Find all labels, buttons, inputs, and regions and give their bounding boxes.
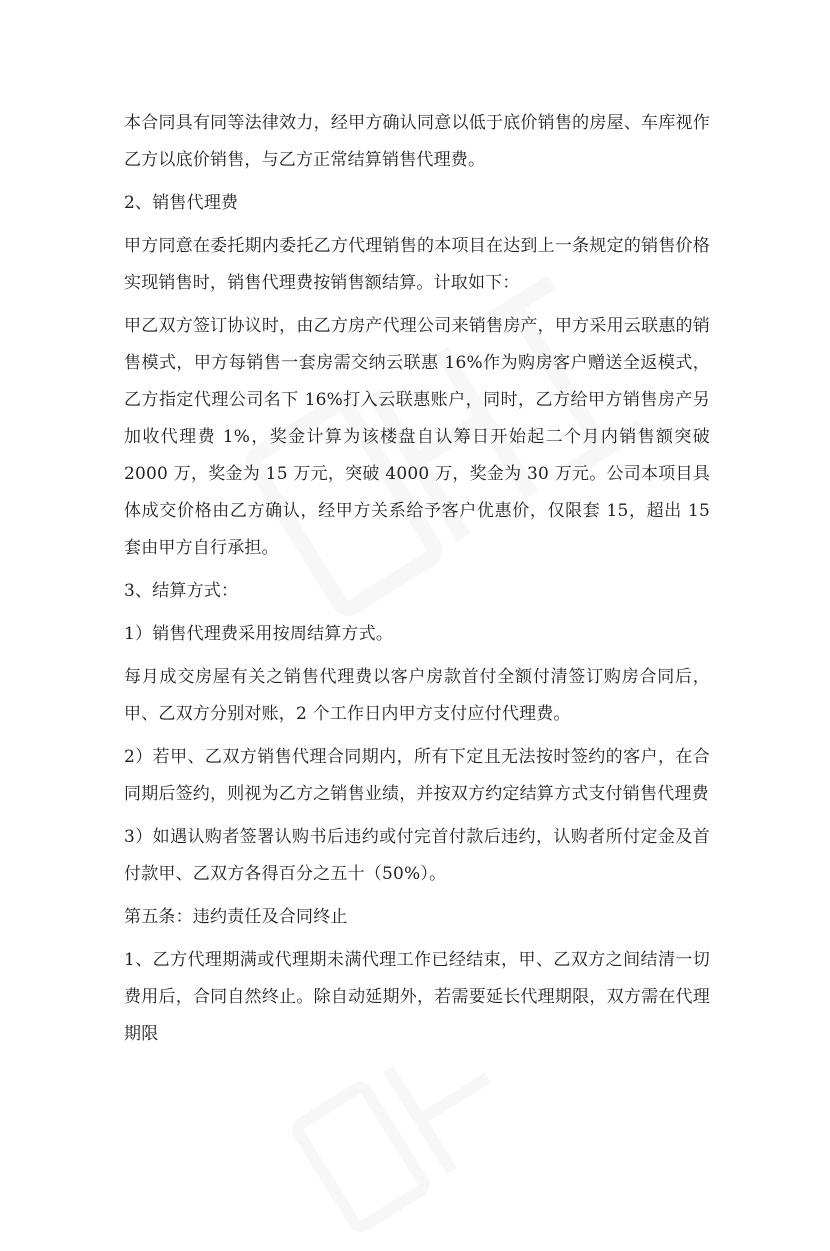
paragraph-settlement-note: 本合同具有同等法律效力，经甲方确认同意以低于底价销售的房屋、车库视作乙方以底价销售，与乙方正常结算销售代理费。	[124, 113, 710, 170]
document-body	[124, 105, 710, 1059]
paragraph-monthly-reconciliation: 每月成交房屋有关之销售代理费以客户房款首付全额付清签订购房合同后，甲、乙双方分别对账，2 个工作日内甲方支付应付代理费。	[124, 667, 710, 724]
heading-settlement-method: 3、结算方式：	[124, 581, 239, 601]
paragraph-post-contract-signing: 2）若甲、乙双方销售代理合同期内，所有下定且无法按时签约的客户，在合同期后签约，则视为乙方之销售业绩，并按双方约定结算方式支付销售代理费	[124, 747, 710, 804]
heading-sales-agency-fee: 2、销售代理费	[124, 193, 239, 213]
paragraph-contract-termination: 1、乙方代理期满或代理期未满代理工作已经结束，甲、乙双方之间结清一切费用后，合同自然终止。除自动延期外，若需要延长代理期限，双方需在代理期限	[124, 950, 710, 1044]
paragraph-fee-details: 甲乙双方签订协议时，由乙方房产代理公司来销售房产，甲方采用云联惠的销售模式，甲方每销售一套房需交纳云联惠 16%作为购房客户赠送全返模式，乙方指定代理公司名下 16%打入云联惠账户，同时，乙方给甲方销售房产另加收代理费 1%，奖金计算为该楼盘自认筹日开始起二个月内销售额突破 2000 万，奖金为 15 万元，突破 4000 万，奖金为 30 万元。公司本项目具体成交价格由乙方确认，经甲方关系给予客户优惠价，仅限套 15，超出 15 套由甲方自行承担。	[124, 316, 710, 558]
paragraph-weekly-settlement: 1）销售代理费采用按周结算方式。	[124, 624, 394, 644]
paragraph-default-deposit: 3）如遇认购者签署认购书后违约或付完首付款后违约，认购者所付定金及首付款甲、乙双方各得百分之五十（50%）。	[124, 827, 710, 884]
paragraph-fee-basis: 甲方同意在委托期内委托乙方代理销售的本项目在达到上一条规定的销售价格实现销售时，销售代理费按销售额结算。计取如下：	[124, 236, 710, 293]
heading-article-five: 第五条：违约责任及合同终止	[124, 907, 348, 927]
